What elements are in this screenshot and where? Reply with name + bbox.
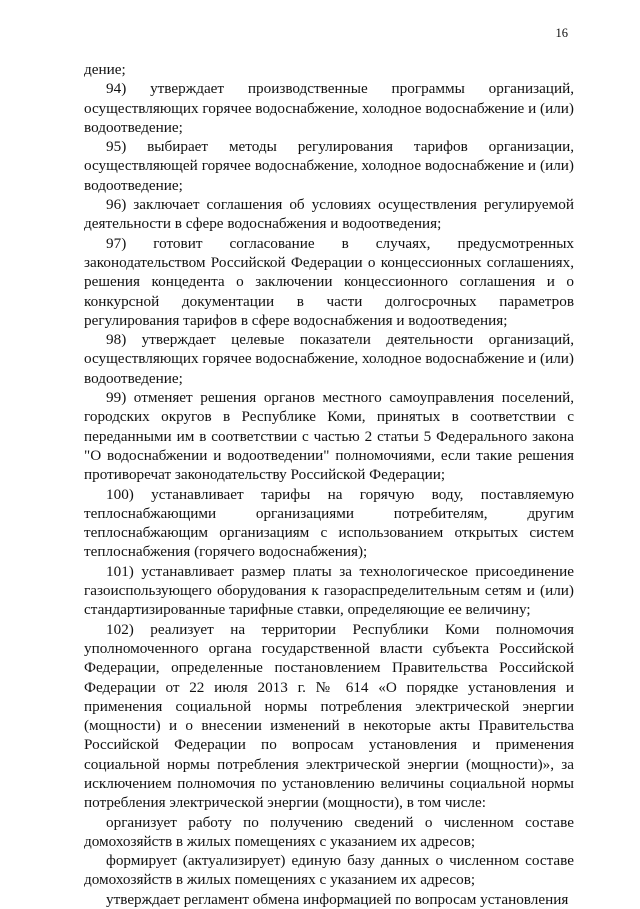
- paragraph-102: 102) реализует на территории Республики Коми полномочия уполномоченного органа государственной власти субъекта Российской Федерации, определенные постановлением Правительства Российской Федерации от 22 июля 2013 г. № 614 «О порядке установления и применения социальной нормы потребления электрической энергии (мощности) и о внесении изменений в некоторые акты Правительства Российской Федерации по вопросам установления и применения социальной нормы потребления электрической энергии (мощности)», за исключением полномочия по установлению величины социальной нормы потребления электрической энергии (мощности), в том числе:: [84, 620, 574, 812]
- paragraph-102-item-3: утверждает регламент обмена информацией по вопросам установления: [106, 890, 569, 908]
- document-body: [84, 60, 574, 909]
- paragraph-97: 97) готовит согласование в случаях, предусмотренных законодательством Российской Федерации о концессионных соглашениях, решения концедента о заключении концессионного соглашения и о конкурсной документации в части долгосрочных параметров регулирования тарифов в сфере водоснабжения и водоотведения;: [84, 234, 574, 329]
- paragraph-102-item-2: формирует (актуализирует) единую базу данных о численном составе домохозяйств в жилых помещениях с указанием их адресов;: [84, 852, 574, 889]
- paragraph-100: 100) устанавливает тарифы на горячую воду, поставляемую теплоснабжающими организациями потребителям, другим теплоснабжающим организациям с использованием открытых систем теплоснабжения (горячего водоснабжения);: [84, 485, 574, 561]
- paragraph-98: 98) утверждает целевые показатели деятельности организаций, осуществляющих горячее водоснабжение, холодное водоснабжение и (или) водоотведение;: [84, 331, 574, 387]
- paragraph-102-item-1: организует работу по получению сведений о численном составе домохозяйств в жилых помещениях с указанием их адресов;: [84, 813, 574, 850]
- paragraph-99: 99) отменяет решения органов местного самоуправления поселений, городских округов в Республике Коми, принятых в соответствии с переданными им в соответствии с частью 2 статьи 5 Федерального закона "О водоснабжении и водоотведении" полномочиями, если такие решения противоречат законодательству Российской Федерации;: [84, 389, 574, 484]
- paragraph-95: 95) выбирает методы регулирования тарифов организации, осуществляющей горячее водоснабжение, холодное водоснабжение и (или) водоотведение;: [84, 138, 574, 194]
- paragraph-101: 101) устанавливает размер платы за технологическое присоединение газоиспользующего оборудования к газораспределительным сетям и (или) стандартизированные тарифные ставки, определяющие ее величину;: [84, 562, 574, 619]
- paragraph-continuation: дение;: [84, 61, 126, 78]
- paragraph-96: 96) заключает соглашения об условиях осуществления регулируемой деятельности в сфере водоснабжения и водоотведения;: [84, 196, 574, 233]
- paragraph-94: 94) утверждает производственные программы организаций, осуществляющих горячее водоснабжение, холодное водоснабжение и (или) водоотведение;: [84, 80, 574, 136]
- page-number: 16: [555, 26, 568, 40]
